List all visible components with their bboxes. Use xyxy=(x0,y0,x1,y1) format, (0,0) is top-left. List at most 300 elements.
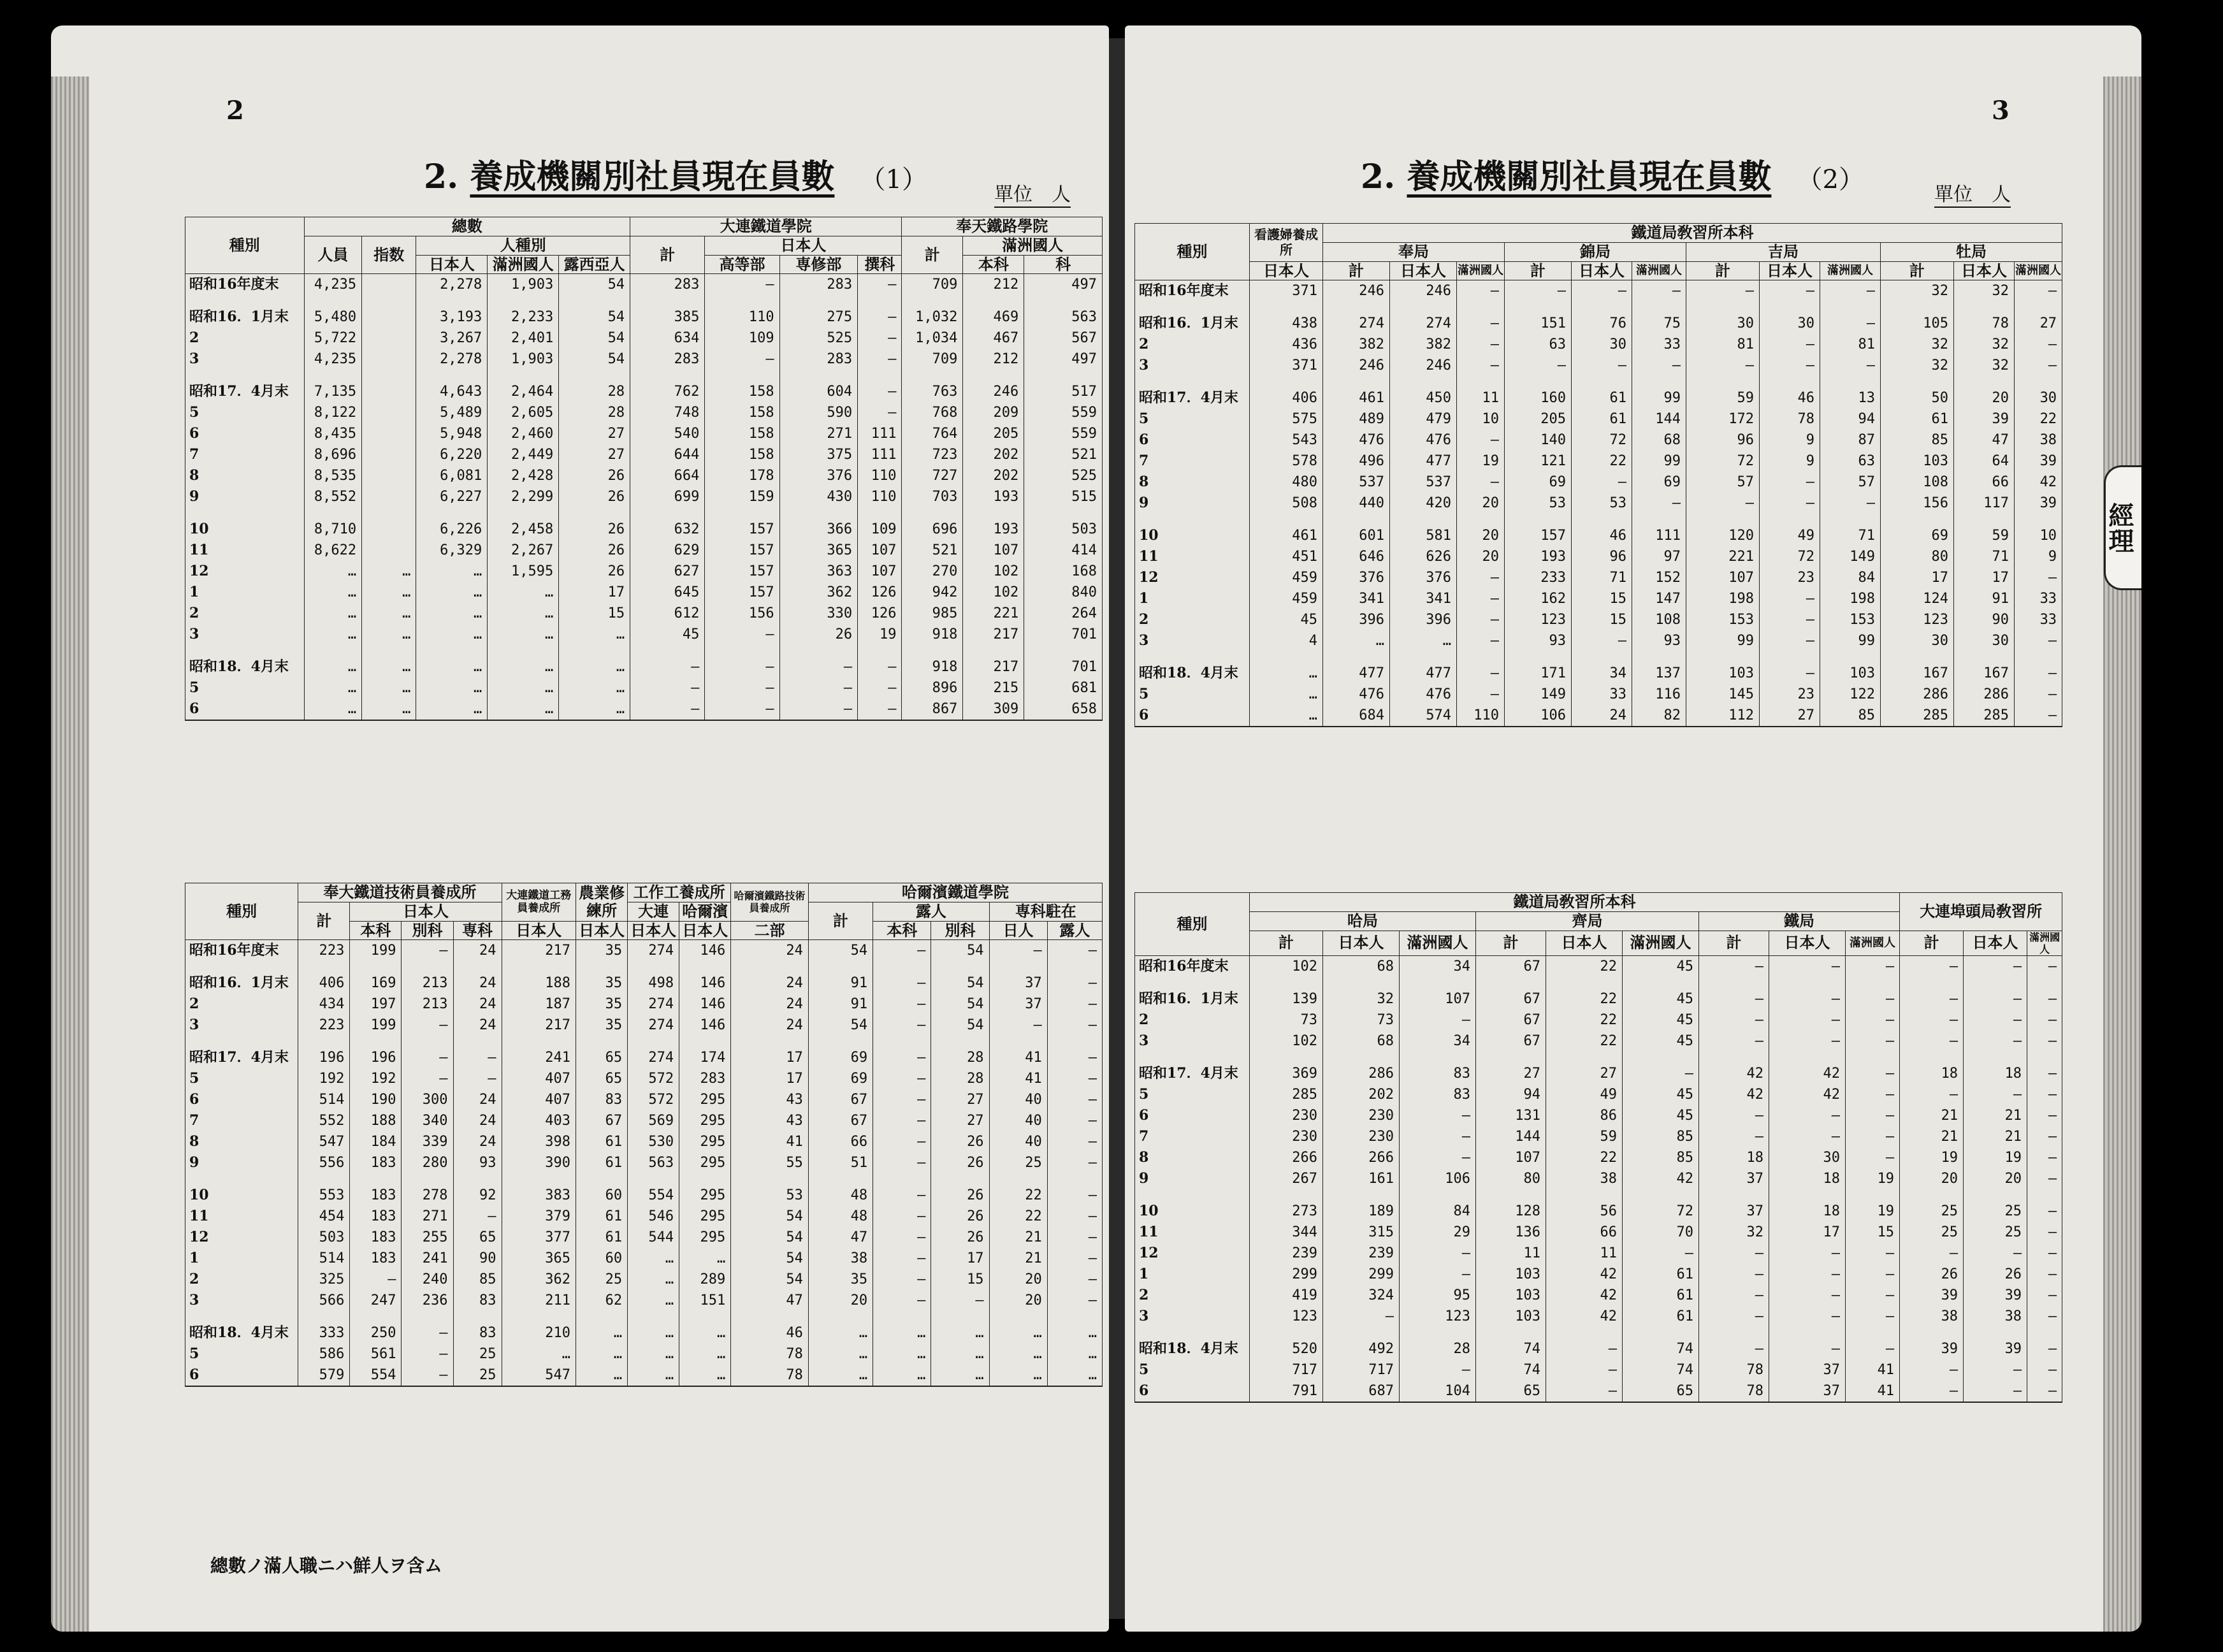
table-row xyxy=(185,1290,1103,1311)
table-cell xyxy=(1024,295,1103,307)
table-cell: — xyxy=(1964,1010,2027,1031)
table-cell xyxy=(362,540,416,561)
table-cell xyxy=(559,507,630,519)
table-cell: 430 xyxy=(779,486,858,507)
table-cell: 26 xyxy=(559,519,630,540)
table-cell: 492 xyxy=(1323,1338,1400,1359)
table-cell: 684 xyxy=(1323,705,1390,727)
table-cell: 99 xyxy=(1820,630,1881,651)
table-cell: 69 xyxy=(808,1068,873,1089)
table-cell: 25 xyxy=(1900,1222,1964,1243)
table-cell xyxy=(1457,301,1505,313)
table-cell xyxy=(1505,376,1572,388)
table-row xyxy=(185,1131,1103,1152)
table-row xyxy=(185,973,1103,994)
table-cell: 727 xyxy=(902,465,963,486)
table-cell: 30 xyxy=(1954,630,2015,651)
table-row xyxy=(185,1015,1103,1036)
table-cell xyxy=(679,1311,731,1322)
table-cell: — xyxy=(1846,1084,1900,1105)
table-cell: 46 xyxy=(1572,525,1632,546)
table-cell: — xyxy=(1760,588,1820,609)
table-cell xyxy=(1881,301,1954,313)
table-cell: 32 xyxy=(1323,989,1400,1010)
table-cell: 126 xyxy=(858,582,902,603)
table-cell: 168 xyxy=(1024,561,1103,582)
table-row xyxy=(185,423,1103,444)
table-cell: — xyxy=(1400,1105,1476,1126)
table-cell: 146 xyxy=(679,1015,731,1036)
table-cell: 84 xyxy=(1400,1201,1476,1222)
table-cell: 32 xyxy=(1699,1222,1769,1243)
table-cell: 146 xyxy=(679,973,731,994)
table-cell: 80 xyxy=(1476,1168,1546,1189)
row-label: 昭和18．4月末 xyxy=(1135,663,1250,684)
table-cell: 78 xyxy=(1954,313,2015,334)
table-cell: 21 xyxy=(1900,1126,1964,1147)
table-cell: — xyxy=(705,349,779,370)
table-body xyxy=(1135,280,2062,727)
table-row xyxy=(1135,1264,2062,1285)
table-cell: 406 xyxy=(1250,388,1323,409)
row-label: 昭和16年度末 xyxy=(1135,955,1250,977)
table-cell: 246 xyxy=(1390,280,1457,302)
table-cell: 11 xyxy=(1476,1243,1546,1264)
table-cell: 469 xyxy=(963,307,1024,328)
table-cell: 420 xyxy=(1390,493,1457,514)
row-label: 5 xyxy=(185,402,305,423)
table-cell xyxy=(1390,514,1457,525)
table-cell: … xyxy=(416,624,488,645)
table-cell xyxy=(298,1173,350,1185)
table-cell: 687 xyxy=(1323,1380,1400,1402)
table-cell: 255 xyxy=(402,1227,453,1248)
table-row xyxy=(1135,1147,2062,1168)
table-cell: 161 xyxy=(1323,1168,1400,1189)
row-label: 10 xyxy=(185,519,305,540)
table-cell: 153 xyxy=(1686,609,1760,630)
table-cell: 84 xyxy=(1820,567,1881,588)
header-harbin-tech: 哈爾濱鐵路技術員養成所 xyxy=(731,883,809,922)
table-cell: — xyxy=(1964,1380,2027,1402)
row-label: 1 xyxy=(185,1248,298,1269)
header-higher: 高等部 xyxy=(705,255,779,274)
table-cell: — xyxy=(873,973,931,994)
table-cell: 39 xyxy=(1964,1338,2027,1359)
table-cell xyxy=(630,507,705,519)
header-special: 別科 xyxy=(402,921,453,940)
table-cell: 477 xyxy=(1390,451,1457,472)
table-cell xyxy=(1632,376,1686,388)
table-cell: — xyxy=(858,307,902,328)
table-cell: — xyxy=(1760,334,1820,355)
table-cell: 45 xyxy=(1623,1031,1699,1052)
row-label: 8 xyxy=(1135,1147,1250,1168)
table-cell: 26 xyxy=(559,561,630,582)
table-cell: 66 xyxy=(1954,472,2015,493)
table-cell: 627 xyxy=(630,561,705,582)
table-cell: 20 xyxy=(1457,546,1505,567)
spacer-row xyxy=(1135,1327,2062,1338)
table-cell: — xyxy=(858,381,902,402)
table-cell: 17 xyxy=(1954,567,2015,588)
table-cell: — xyxy=(1047,1269,1102,1290)
table-cell: 459 xyxy=(1250,567,1323,588)
table-row xyxy=(1135,684,2062,705)
row-label: 2 xyxy=(185,1269,298,1290)
table-cell: 24 xyxy=(731,994,809,1015)
row-label: 7 xyxy=(185,1110,298,1131)
table-cell: — xyxy=(1632,280,1686,302)
table-cell: — xyxy=(873,1131,931,1152)
table-cell: — xyxy=(1457,313,1505,334)
table-cell: 26 xyxy=(559,465,630,486)
table-cell: 10 xyxy=(2015,525,2062,546)
table-cell: 369 xyxy=(1250,1063,1323,1084)
table-cell: — xyxy=(1769,1306,1846,1327)
table-cell: 23 xyxy=(1760,684,1820,705)
table-cell: 18 xyxy=(1699,1147,1769,1168)
table-cell: 35 xyxy=(808,1269,873,1290)
table-cell: 21 xyxy=(1964,1105,2027,1126)
table-cell: — xyxy=(1047,1206,1102,1227)
table-cell: 4 xyxy=(1250,630,1323,651)
table-cell: 15 xyxy=(1572,609,1632,630)
table-cell: 35 xyxy=(576,994,628,1015)
row-label xyxy=(1135,301,1250,313)
table-cell xyxy=(502,1173,576,1185)
table-cell xyxy=(362,465,416,486)
table-cell: 645 xyxy=(630,582,705,603)
table-cell: — xyxy=(873,1227,931,1248)
table-cell: 2,605 xyxy=(488,402,559,423)
table-cell: 202 xyxy=(1323,1084,1400,1105)
table-cell: 8,622 xyxy=(304,540,362,561)
table-cell: 546 xyxy=(628,1206,679,1227)
table-cell: 578 xyxy=(1250,451,1323,472)
table-cell: — xyxy=(1699,989,1769,1010)
table-cell: 634 xyxy=(630,328,705,349)
table-cell: 521 xyxy=(1024,444,1103,465)
table-cell: 57 xyxy=(1820,472,1881,493)
table-row xyxy=(185,349,1103,370)
table-cell xyxy=(1250,1052,1323,1063)
table-bottom-left xyxy=(185,883,1103,1387)
table-cell: 22 xyxy=(1546,1010,1623,1031)
table-cell: 107 xyxy=(1400,989,1476,1010)
table-cell: 107 xyxy=(1476,1147,1546,1168)
table-cell: 918 xyxy=(902,624,963,645)
row-label: 昭和16．1月末 xyxy=(185,973,298,994)
row-label: 2 xyxy=(1135,334,1250,355)
table-cell: 96 xyxy=(1686,430,1760,451)
table-cell: 54 xyxy=(808,1015,873,1036)
table-cell: 26 xyxy=(931,1131,989,1152)
table-cell: 61 xyxy=(1881,409,1954,430)
spacer-row xyxy=(185,1173,1103,1185)
table-cell xyxy=(576,1173,628,1185)
spacer-row xyxy=(1135,651,2062,663)
table-cell xyxy=(679,961,731,973)
table-cell: 57 xyxy=(1686,472,1760,493)
table-cell xyxy=(362,295,416,307)
table-cell xyxy=(1323,376,1390,388)
table-row xyxy=(1135,1380,2062,1402)
table-cell: 717 xyxy=(1250,1359,1323,1380)
table-cell: 561 xyxy=(350,1344,402,1365)
row-label xyxy=(1135,1189,1250,1201)
table-cell: … xyxy=(931,1365,989,1386)
table-cell: 299 xyxy=(1250,1264,1323,1285)
table-cell: — xyxy=(779,699,858,720)
table-cell: 167 xyxy=(1954,663,2015,684)
table-cell: 604 xyxy=(779,381,858,402)
table-cell: — xyxy=(1760,609,1820,630)
table-cell: 658 xyxy=(1024,699,1103,720)
row-label: 10 xyxy=(1135,525,1250,546)
table-cell: 2,401 xyxy=(488,328,559,349)
table-cell: 266 xyxy=(1323,1147,1400,1168)
table-row xyxy=(1135,1105,2062,1126)
table-cell xyxy=(931,1173,989,1185)
table-row xyxy=(1135,334,2062,355)
table-cell: … xyxy=(362,561,416,582)
table-cell: — xyxy=(1964,1084,2027,1105)
table-cell: 82 xyxy=(1632,705,1686,727)
table-cell: … xyxy=(873,1344,931,1365)
table-cell: 376 xyxy=(1323,567,1390,588)
table-cell: 110 xyxy=(1457,705,1505,727)
table-cell: 459 xyxy=(1250,588,1323,609)
table-cell: 390 xyxy=(502,1152,576,1173)
table-body xyxy=(185,940,1103,1387)
table-cell: 68 xyxy=(1323,955,1400,977)
table-cell: — xyxy=(1632,493,1686,514)
table-cell xyxy=(304,645,362,656)
table-cell: 27 xyxy=(1760,705,1820,727)
table-body xyxy=(1135,955,2062,1402)
table-cell: … xyxy=(488,656,559,677)
table-cell xyxy=(989,1036,1047,1047)
table-cell: 183 xyxy=(350,1206,402,1227)
table-cell: 157 xyxy=(1505,525,1572,546)
table-cell: 497 xyxy=(1024,349,1103,370)
table-cell: 309 xyxy=(963,699,1024,720)
table-cell: 193 xyxy=(963,519,1024,540)
table-cell: — xyxy=(705,656,779,677)
table-row xyxy=(185,274,1103,296)
table-cell: 152 xyxy=(1632,567,1686,588)
table-cell: — xyxy=(1572,472,1632,493)
table-cell xyxy=(989,1311,1047,1322)
table-cell: — xyxy=(1572,280,1632,302)
table-cell: — xyxy=(2027,1380,2062,1402)
table-row xyxy=(1135,409,2062,430)
table-cell: — xyxy=(1546,1380,1623,1402)
table-cell: 81 xyxy=(1686,334,1760,355)
header-persons: 人員 xyxy=(304,236,362,274)
table-cell: 396 xyxy=(1323,609,1390,630)
table-cell: 42 xyxy=(1546,1264,1623,1285)
table-cell: 190 xyxy=(350,1089,402,1110)
table-cell xyxy=(1820,651,1881,663)
table-cell xyxy=(1047,961,1102,973)
table-cell: … xyxy=(416,699,488,720)
table-cell: 763 xyxy=(902,381,963,402)
header-railway: 鐵道局敎習所本科 xyxy=(1250,893,1900,912)
row-label: 3 xyxy=(1135,630,1250,651)
table-cell: 22 xyxy=(989,1206,1047,1227)
table-cell: 211 xyxy=(502,1290,576,1311)
table-cell: 586 xyxy=(298,1344,350,1365)
table-cell: — xyxy=(1846,1126,1900,1147)
table-cell: 340 xyxy=(402,1110,453,1131)
table-cell: 59 xyxy=(1686,388,1760,409)
table-cell xyxy=(1390,301,1457,313)
spacer-row xyxy=(185,370,1103,381)
table-row xyxy=(185,1047,1103,1068)
table-cell: 8,435 xyxy=(304,423,362,444)
table-cell: 45 xyxy=(1623,1105,1699,1126)
table-cell: — xyxy=(779,656,858,677)
table-cell: — xyxy=(873,1068,931,1089)
table-cell: — xyxy=(402,1322,453,1344)
row-label: 6 xyxy=(185,699,305,720)
table-cell: 590 xyxy=(779,402,858,423)
header-manchu-3: 滿洲國人 xyxy=(1846,931,1900,955)
table-cell xyxy=(1457,514,1505,525)
table-cell: 116 xyxy=(1632,684,1686,705)
table-cell: 315 xyxy=(1323,1222,1400,1243)
row-label: 昭和17．4月末 xyxy=(185,1047,298,1068)
row-label: 5 xyxy=(185,1068,298,1089)
table-cell xyxy=(1323,1052,1400,1063)
table-cell: 278 xyxy=(402,1185,453,1206)
table-cell: 70 xyxy=(1623,1222,1699,1243)
spacer-row xyxy=(1135,1052,2062,1063)
table-cell: … xyxy=(679,1248,731,1269)
table-cell xyxy=(362,507,416,519)
table-cell: — xyxy=(1047,1290,1102,1311)
row-label: 3 xyxy=(185,1290,298,1311)
table-row xyxy=(1135,1338,2062,1359)
table-cell: 42 xyxy=(1769,1084,1846,1105)
table-cell: 376 xyxy=(1390,567,1457,588)
table-row xyxy=(185,1185,1103,1206)
header-jp-2: 日本人 xyxy=(1546,931,1623,955)
table-cell: 19 xyxy=(1846,1201,1900,1222)
table-cell: 146 xyxy=(679,994,731,1015)
table-cell: 68 xyxy=(1632,430,1686,451)
table-cell xyxy=(1769,1189,1846,1201)
header-fengtian: 奉局 xyxy=(1323,242,1505,261)
table-cell: 383 xyxy=(502,1185,576,1206)
table-cell: 221 xyxy=(963,603,1024,624)
table-cell: 9 xyxy=(1760,451,1820,472)
header-dalian: 大連鐵道學院 xyxy=(630,217,902,236)
row-label: 2 xyxy=(185,328,305,349)
table-cell: 72 xyxy=(1572,430,1632,451)
table-cell: 241 xyxy=(402,1248,453,1269)
table-cell: 122 xyxy=(1820,684,1881,705)
table-cell: 35 xyxy=(576,1015,628,1036)
row-label: 3 xyxy=(1135,355,1250,376)
table-cell: 108 xyxy=(1632,609,1686,630)
table-cell: 156 xyxy=(1881,493,1954,514)
table-cell: — xyxy=(1047,1047,1102,1068)
table-cell: — xyxy=(630,699,705,720)
table-cell: — xyxy=(1769,1031,1846,1052)
table-row xyxy=(1135,1063,2062,1084)
table-cell: — xyxy=(1820,355,1881,376)
table-cell: — xyxy=(1457,430,1505,451)
table-cell xyxy=(1546,1052,1623,1063)
table-row xyxy=(185,1068,1103,1089)
row-label xyxy=(1135,514,1250,525)
table-cell: 145 xyxy=(1686,684,1760,705)
table-cell: 419 xyxy=(1250,1285,1323,1306)
table-cell xyxy=(559,295,630,307)
header-count: 計 xyxy=(298,902,350,940)
header-count-4: 計 xyxy=(1881,261,1954,280)
table-cell: 467 xyxy=(963,328,1024,349)
table-cell xyxy=(630,645,705,656)
table-cell: — xyxy=(1846,1306,1900,1327)
table-cell: — xyxy=(630,677,705,699)
table-cell: 78 xyxy=(1699,1359,1769,1380)
table-cell: 476 xyxy=(1323,430,1390,451)
table-cell: 8,535 xyxy=(304,465,362,486)
table-cell xyxy=(2015,651,2062,663)
table-cell: 477 xyxy=(1323,663,1390,684)
table-cell: 67 xyxy=(1476,1031,1546,1052)
header-count-1: 計 xyxy=(1250,931,1323,955)
table-cell: 21 xyxy=(1900,1105,1964,1126)
table-cell: 295 xyxy=(679,1152,731,1173)
table-cell: 612 xyxy=(630,603,705,624)
header-manchu: 滿洲國人 xyxy=(488,255,559,274)
row-label: 5 xyxy=(1135,409,1250,430)
table-cell: 91 xyxy=(808,973,873,994)
table-cell: 579 xyxy=(298,1365,350,1386)
table-cell: 61 xyxy=(1623,1285,1699,1306)
table-cell xyxy=(705,370,779,381)
table-cell: 454 xyxy=(298,1206,350,1227)
table-cell: 26 xyxy=(931,1185,989,1206)
table-cell: 32 xyxy=(1881,334,1954,355)
header-jilin: 吉局 xyxy=(1686,242,1881,261)
header-manchu-1: 滿洲國人 xyxy=(1400,931,1476,955)
table-cell: — xyxy=(2027,1105,2062,1126)
table-cell: 554 xyxy=(628,1185,679,1206)
table-cell: 362 xyxy=(779,582,858,603)
header-count-3: 計 xyxy=(1686,261,1760,280)
table-cell: 37 xyxy=(989,973,1047,994)
row-label: 5 xyxy=(185,1344,298,1365)
row-label xyxy=(1135,977,1250,989)
table-cell: 723 xyxy=(902,444,963,465)
table-cell: 74 xyxy=(1476,1359,1546,1380)
table-cell: 103 xyxy=(1881,451,1954,472)
table-cell: — xyxy=(1047,1152,1102,1173)
table-cell: — xyxy=(931,1290,989,1311)
table-cell: — xyxy=(1457,334,1505,355)
table-cell: 514 xyxy=(298,1089,350,1110)
table-cell: 19 xyxy=(1457,451,1505,472)
header-jp-4: 日本人 xyxy=(628,921,679,940)
table-cell xyxy=(1024,507,1103,519)
table-cell: 696 xyxy=(902,519,963,540)
